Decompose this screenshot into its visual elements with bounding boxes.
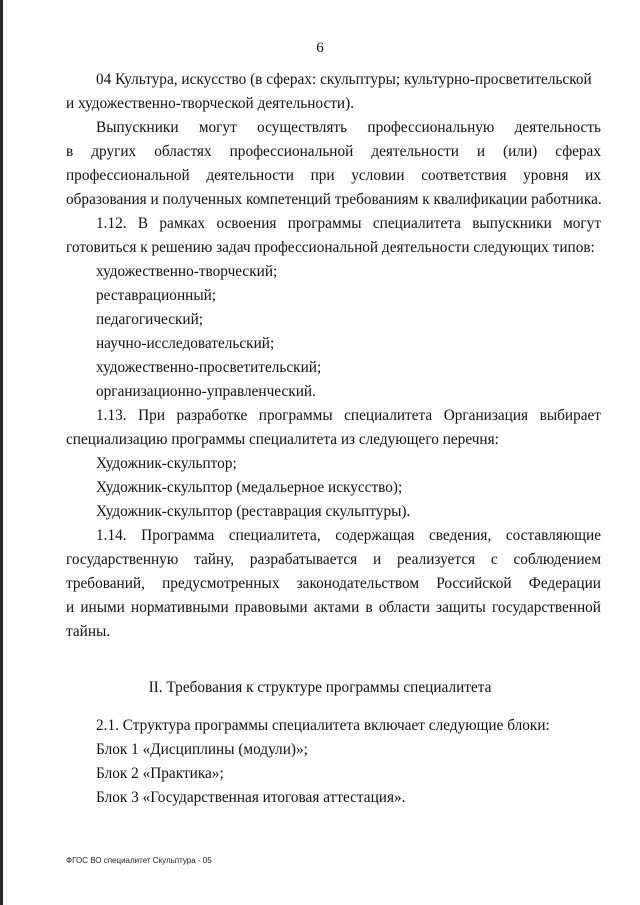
list-item: Художник-скульптор;	[96, 455, 237, 472]
list-item: Блок 1 «Дисциплины (модули)»;	[96, 741, 308, 758]
list-item: Блок 2 «Практика»;	[96, 765, 224, 782]
page-footer: ФГОС ВО специалитет Скульптура - 05	[66, 856, 212, 865]
list-item: художественно-просветительский;	[96, 359, 322, 376]
paragraph-line: профессиональной деятельности при условии соответствия уровня их	[66, 167, 601, 184]
paragraph-line: в других областях профессиональной деятельности и (или) сферах	[66, 143, 601, 160]
list-item: педагогический;	[96, 311, 204, 328]
paragraph-line: специализацию программы специалитета из следующего перечня:	[66, 431, 499, 448]
paragraph-line: тайны.	[66, 623, 111, 640]
scan-edge	[0, 0, 3, 905]
list-item: научно-исследовательский;	[96, 335, 275, 352]
list-item: организационно-управленческий.	[96, 383, 316, 400]
list-item: Художник-скульптор (медальерное искусство);	[96, 479, 403, 496]
list-item: Художник-скульптор (реставрация скульптуры).	[96, 503, 411, 520]
paragraph-line: требований, предусмотренных законодательством Российской Федерации	[66, 575, 601, 592]
paragraph-line: готовиться к решению задач профессиональной деятельности следующих типов:	[66, 239, 595, 256]
paragraph-line: 1.13. При разработке программы специалитета Организация выбирает	[96, 407, 601, 424]
paragraph-line: и художественно-творческой деятельности).	[66, 95, 355, 112]
paragraph-line: 2.1. Структура программы специалитета включает следующие блоки:	[96, 717, 550, 734]
paragraph-line: 1.12. В рамках освоения программы специалитета выпускники могут	[96, 215, 601, 232]
paragraph-line: Выпускники могут осуществлять профессиональную деятельность	[96, 119, 601, 136]
paragraph-line: и иными нормативными правовыми актами в области защиты государственной	[66, 599, 601, 616]
list-item: художественно-творческий;	[96, 263, 278, 280]
paragraph-line: 1.14. Программа специалитета, содержащая сведения, составляющие	[96, 527, 601, 544]
list-item: реставрационный;	[96, 287, 217, 304]
paragraph-line: государственную тайну, разрабатывается и реализуется с соблюдением	[66, 551, 601, 568]
section-heading: II. Требования к структуре программы специалитета	[148, 679, 492, 696]
paragraph-line: 04 Культура, искусство (в сферах: скульптуры; культурно-просветительской	[96, 71, 592, 88]
page-number: 6	[316, 40, 324, 56]
paragraph-line: образования и полученных компетенций требованиям к квалификации работника.	[66, 191, 602, 208]
list-item: Блок 3 «Государственная итоговая аттестация».	[96, 789, 406, 806]
